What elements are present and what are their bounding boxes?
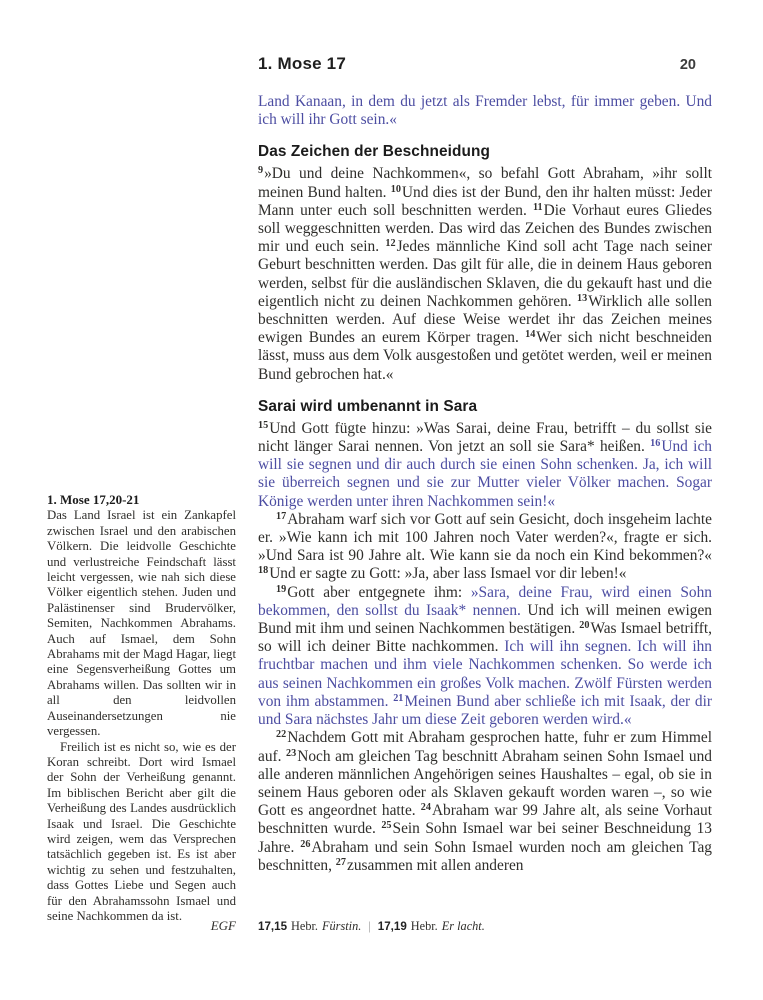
verse-text: Und dies ist der Bund, den ihr halten müsst: Jeder Mann unter euch soll beschnitten werden. xyxy=(258,183,712,219)
footnote-reference: 17,19 xyxy=(377,920,407,933)
verse-number: 19 xyxy=(276,583,287,595)
commentary-paragraph: Freilich ist es nicht so, wie es der Koran schreibt. Dort wird Ismael der Sohn der Verheißung genannt. Im biblischen Bericht aber gilt die Verheißung des Landes ausdrücklich Isaak und Israel. Die Geschichte wird zeigen, wem das Versprechen tatsächlich gegeben ist. Es ist aber wichtig zu sehen und festzuhalten, dass Gottes Liebe und Segen auch für den Abrahamssohn Ismael und seine Nachkommen da ist. xyxy=(47,739,236,923)
page-number: 20 xyxy=(679,57,696,73)
verse-text: Und Gott fügte hinzu: »Was Sarai, deine Frau, betrifft – du sollst sie nicht länger Sarai nennen. Von jetzt an soll sie Sara* heißen. xyxy=(258,419,712,456)
verse-number: 18 xyxy=(258,565,269,577)
footnote-text: Fürstin. xyxy=(322,919,362,933)
commentary-paragraph: Das Land Israel ist ein Zankapfel zwischen Israel und den arabischen Völkern. Die leidvolle Geschichte und verlustreiche Feindschaft lässt leicht vergessen, wie nah sich diese Völker eigentlich stehen. Juden und Palästinenser sind Brudervölker, Semiten, Nachkommen Abrahams. Auch auf Ismael, dem Sohn Abrahams mit der Magd Hagar, liegt eine Segensverheißung Gottes um Abrahams willen. Das sollten wir in all den leidvollen Auseinandersetzungen nie vergessen. xyxy=(47,508,236,739)
verse-number: 14 xyxy=(525,329,536,341)
verse-text: zusammen mit allen anderen xyxy=(346,856,524,874)
verse-text: Jedes männliche Kind soll acht Tage nach seiner Geburt beschnitten werden. Das gilt für alle, die in deinem Haus geboren werden, selbst für die ausländischen Sklaven, die du gekauft hast und die eigentlich nicht zu deinen Nachkommen gehören. xyxy=(258,238,712,310)
commentary-sidebar xyxy=(47,492,236,924)
commentary-author-signature: EGF xyxy=(210,918,236,933)
verse-number: 11 xyxy=(533,201,543,213)
verse-text: Wirklich alle sollen beschnitten werden. Auf diese Weise werdet ihr das Zeichen meines ewigen Bundes an eurem Körper tragen. xyxy=(258,292,712,347)
verse-number: 16 xyxy=(650,438,661,450)
footnote-text: Er lacht. xyxy=(441,919,485,933)
footnote-source: Hebr. xyxy=(410,919,438,933)
commentary-body xyxy=(47,508,236,924)
verse-text: Nachdem Gott mit Abraham gesprochen hatte, fuhr er zum Himmel auf. xyxy=(258,729,712,765)
verse-number: 27 xyxy=(335,856,346,868)
verse-text: Land Kanaan, in dem du jetzt als Fremder lebst, für immer geben. Und ich will ihr Gott sein.« xyxy=(258,93,712,129)
commentary-title: 1. Mose 17,20-21 xyxy=(47,492,140,507)
verse-text: Und ich will meinen ewigen Bund mit ihm und seinen Nachkommen bestätigen. xyxy=(258,601,712,638)
verse-number: 13 xyxy=(577,292,588,304)
scripture-paragraph xyxy=(258,165,712,383)
verse-text: Noch am gleichen Tag beschnitt Abraham seinen Sohn Ismael und alle anderen männlichen Angehörigen seines Haushaltes – egal, ob sie in seinem Haus geboren oder als Sklaven gekauft worden waren –, so wie Gott es angeordnet hatte. xyxy=(258,747,712,820)
scripture-paragraph xyxy=(258,584,712,730)
section-heading: Sarai wird umbenannt in Sara xyxy=(258,397,478,415)
verse-text: Und er sagte zu Gott: »Ja, aber lass Ismael vor dir leben!« xyxy=(269,565,627,583)
footnote-reference: 17,15 xyxy=(258,920,288,933)
verse-text: Wer sich nicht beschneiden lässt, muss aus dem Volk ausgestoßen und getötet werden, weil er meinen Bund gebrochen hat.« xyxy=(258,329,712,383)
verse-number: 20 xyxy=(579,620,590,632)
scripture-paragraph xyxy=(258,511,712,584)
verse-text: Und ich will sie segnen und dir auch durch sie einen Sohn schenken. Ja, ich will sie überreich segnen und sie zur Mutter vieler Völker machen. Sogar Könige werden unter ihren Nachkommen sein!« xyxy=(258,438,712,510)
verse-text: Gott aber entgegnete ihm: xyxy=(287,583,471,601)
verse-number: 22 xyxy=(276,729,287,741)
verse-text: Meinen Bund aber schließe ich mit Isaak, der dir und Sara nächstes Jahr um diese Zeit geboren werden wird.« xyxy=(258,692,712,729)
verse-number: 10 xyxy=(390,183,401,195)
verse-text: Abraham und sein Sohn Ismael wurden noch am gleichen Tag beschnitten, xyxy=(258,838,712,874)
verse-text: »Sara, deine Frau, wird einen Sohn bekommen, den sollst du Isaak* nennen. xyxy=(258,583,712,619)
running-head xyxy=(258,54,712,74)
scripture-paragraph xyxy=(258,93,712,129)
chapter-title: 1. Mose 17 xyxy=(258,54,346,73)
scripture-paragraph xyxy=(258,420,712,511)
verse-number: 25 xyxy=(381,820,392,832)
verse-text: »Du und deine Nachkommen«, so befahl Gott Abraham, »ihr sollt meinen Bund halten. xyxy=(258,165,712,201)
footnote-separator: | xyxy=(368,919,371,933)
footnote-source: Hebr. xyxy=(291,919,318,933)
scripture-paragraph xyxy=(258,729,712,875)
verse-text: Abraham warf sich vor Gott auf sein Gesicht, doch insgeheim lachte er. »Wie kann ich mit 100 Jahren noch Vater werden?«, fragte er sich. »Und Sara ist 90 Jahre alt. Wie kann sie da noch ein Kind bekommen?« xyxy=(258,510,712,565)
verse-text: Abraham war 99 Jahre alt, als seine Vorhaut beschnitten wurde. xyxy=(258,802,712,838)
verse-text: Die Vorhaut eures Gliedes soll weggeschnitten werden. Das wird das Zeichen des Bundes zwischen mir und euch sein. xyxy=(258,201,712,256)
verse-number: 9 xyxy=(258,165,264,177)
verse-number: 24 xyxy=(420,802,431,814)
scripture-column xyxy=(258,93,712,875)
verse-number: 12 xyxy=(385,238,396,250)
verse-number: 15 xyxy=(258,419,269,431)
verse-number: 26 xyxy=(300,838,311,850)
verse-number: 21 xyxy=(393,692,404,704)
verse-text: Ich will ihn segnen. Ich will ihn fruchtbar machen und ihm viele Nachkommen schenken. So werde ich aus seinen Nachkommen ein großes Volk machen. Zwölf Fürsten werden von ihm abstammen. xyxy=(258,638,712,710)
verse-text: Was Ismael betrifft, so will ich deiner Bitte nachkommen. xyxy=(258,620,713,656)
verse-number: 17 xyxy=(276,510,287,522)
verse-number: 23 xyxy=(286,747,297,759)
section-heading: Das Zeichen der Beschneidung xyxy=(258,143,491,161)
verse-text: Sein Sohn Ismael war bei seiner Beschneidung 13 Jahre. xyxy=(258,820,712,856)
footnotes xyxy=(258,919,712,934)
